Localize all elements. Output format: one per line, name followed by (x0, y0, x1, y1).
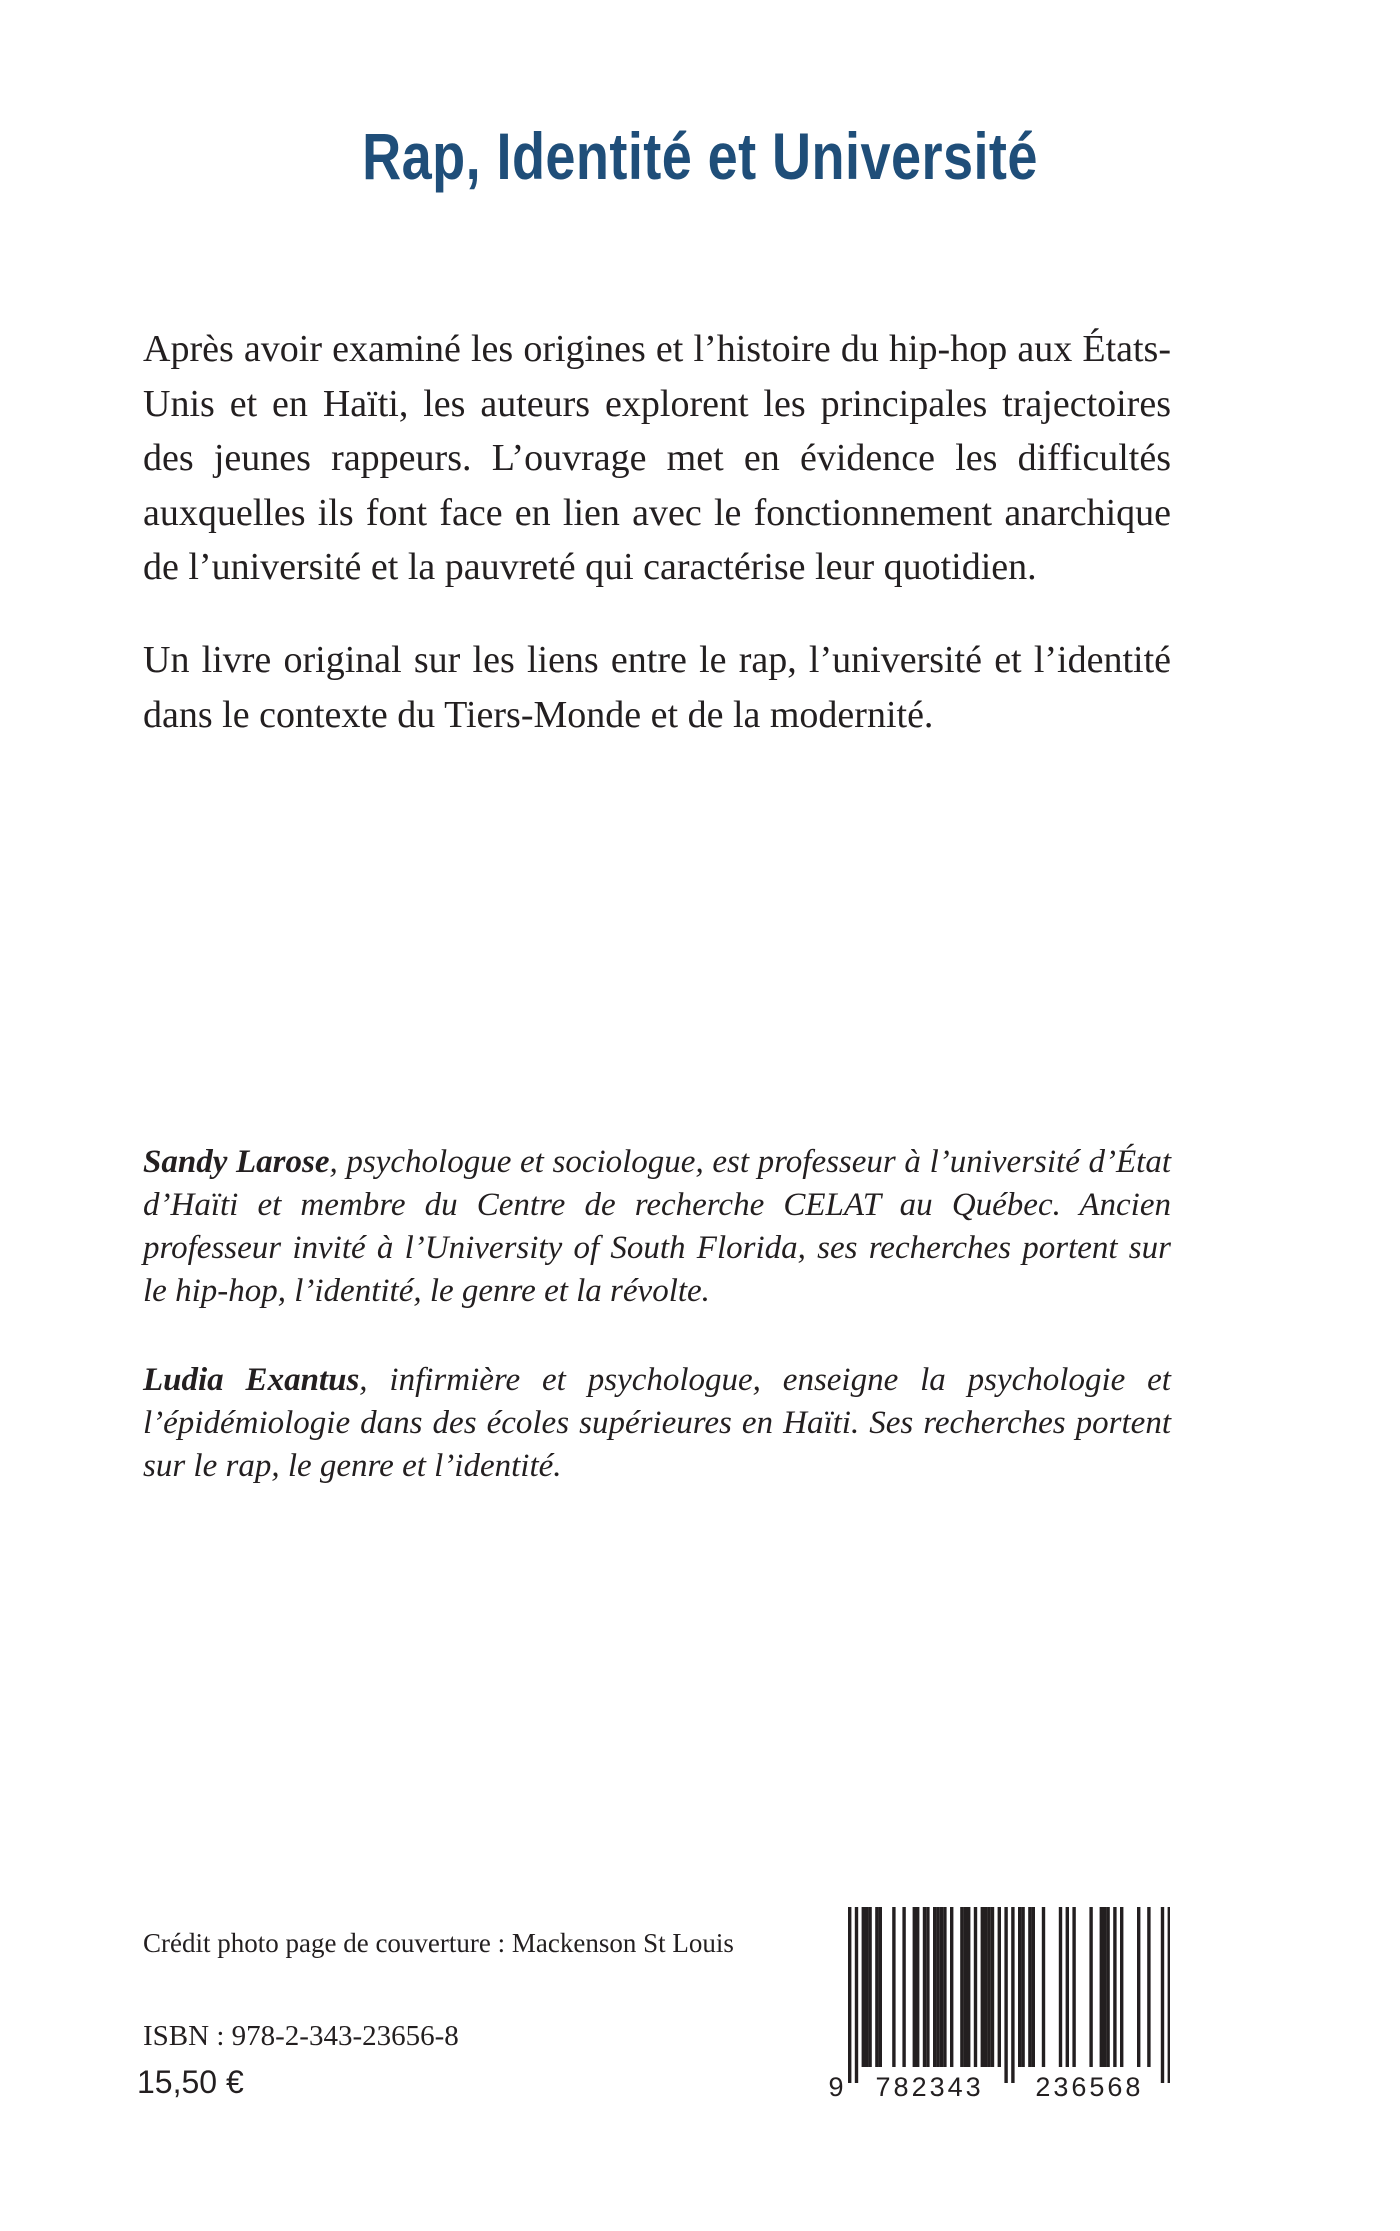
barcode-bar (1103, 1907, 1106, 2067)
barcode-bar (987, 1907, 990, 2067)
barcode-bar (1004, 1907, 1007, 2083)
barcode-bar (943, 1907, 946, 2067)
barcode-right-digits: 236568 (1035, 2072, 1144, 2100)
barcode-bar (1032, 1907, 1035, 2067)
barcode-bar (936, 1907, 939, 2067)
barcode-bar (991, 1907, 994, 2067)
barcode-bars (848, 1907, 1170, 2083)
barcode-bar (974, 1907, 977, 2067)
barcode (826, 1905, 1170, 2100)
barcode-bar (1089, 1907, 1092, 2067)
barcode-bar (1168, 1907, 1170, 2083)
barcode-bar (855, 1907, 858, 2083)
barcode-bar (960, 1907, 963, 2067)
author-bio-1 (143, 1141, 1171, 1313)
photo-credit: Crédit photo page de couverture : Mackenson St Louis (143, 1928, 734, 1958)
author-bio-text-1: , psychologue et sociologue, est professeur à l’université d’État d’Haïti et membre du Centre de recherche CELAT au Québec. Ancien professeur invité à l’University of South Florida, ses recherches portent sur le hip-hop, l’identité, le genre et la révolte. (143, 1144, 1171, 1309)
barcode-bar (913, 1907, 916, 2067)
barcode-bar (1106, 1907, 1109, 2067)
barcode-bar (1059, 1907, 1062, 2067)
barcode-bar (940, 1907, 943, 2067)
barcode-bar (967, 1907, 970, 2067)
barcode-bar (848, 1907, 851, 2083)
author-bio-text-2: , infirmière et psychologue, enseigne la psychologie et l’épidémiologie dans des écoles supérieures en Haïti. Ses recherches portent sur le rap, le genre et l’identité. (143, 1362, 1171, 1484)
barcode-bar (1042, 1907, 1045, 2067)
barcode-bar (933, 1907, 936, 2067)
barcode-bar (1161, 1907, 1164, 2083)
barcode-bar (1021, 1907, 1024, 2067)
barcode-bar (1028, 1907, 1031, 2067)
barcode-bar (902, 1907, 905, 2067)
barcode-left-digits: 782343 (875, 2072, 984, 2100)
barcode-bar (950, 1907, 953, 2067)
barcode-bar (875, 1907, 878, 2067)
book-title: Rap, Identité et Université (362, 119, 1038, 193)
author-name-1: Sandy Larose (143, 1144, 330, 1180)
barcode-bar (964, 1907, 967, 2067)
barcode-bar (984, 1907, 987, 2067)
barcode-bar (923, 1907, 926, 2067)
barcode-bar (1147, 1907, 1150, 2067)
barcode-bar (879, 1907, 882, 2067)
barcode-bar (1066, 1907, 1069, 2067)
barcode-bar (1113, 1907, 1116, 2067)
barcode-bar (926, 1907, 929, 2067)
barcode-first-digit: 9 (828, 2072, 844, 2100)
barcode-bar (1018, 1907, 1021, 2067)
barcode-bar (1011, 1907, 1014, 2083)
barcode-bar (1120, 1907, 1123, 2067)
barcode-bar (868, 1907, 871, 2067)
barcode-bar (1072, 1907, 1075, 2067)
author-bio-2 (143, 1359, 1171, 1488)
barcode-bar (1137, 1907, 1140, 2067)
barcode-bar (981, 1907, 984, 2067)
summary-paragraph-1: Après avoir examiné les origines et l’histoire du hip-hop aux États-Unis et en Haïti, les auteurs explorent les principales trajectoires des jeunes rappeurs. L’ouvrage met en évidence les difficultés auxquelles ils font face en lien avec le fonctionnement anarchique de l’université et la pauvreté qui caractérise leur quotidien. (143, 328, 1171, 588)
barcode-bar (916, 1907, 919, 2067)
price: 15,50 € (137, 2064, 244, 2100)
barcode-bar (1100, 1907, 1103, 2067)
isbn: ISBN : 978-2-343-23656-8 (143, 2020, 459, 2052)
barcode-bar (862, 1907, 865, 2067)
barcode-bar (998, 1907, 1001, 2067)
barcode-bar (892, 1907, 895, 2067)
barcode-bar (865, 1907, 868, 2067)
summary-paragraph-2: Un livre original sur les liens entre le rap, l’université et l’identité dans le contexte du Tiers-Monde et de la modernité. (143, 639, 1171, 736)
author-name-2: Ludia Exantus (143, 1362, 360, 1398)
